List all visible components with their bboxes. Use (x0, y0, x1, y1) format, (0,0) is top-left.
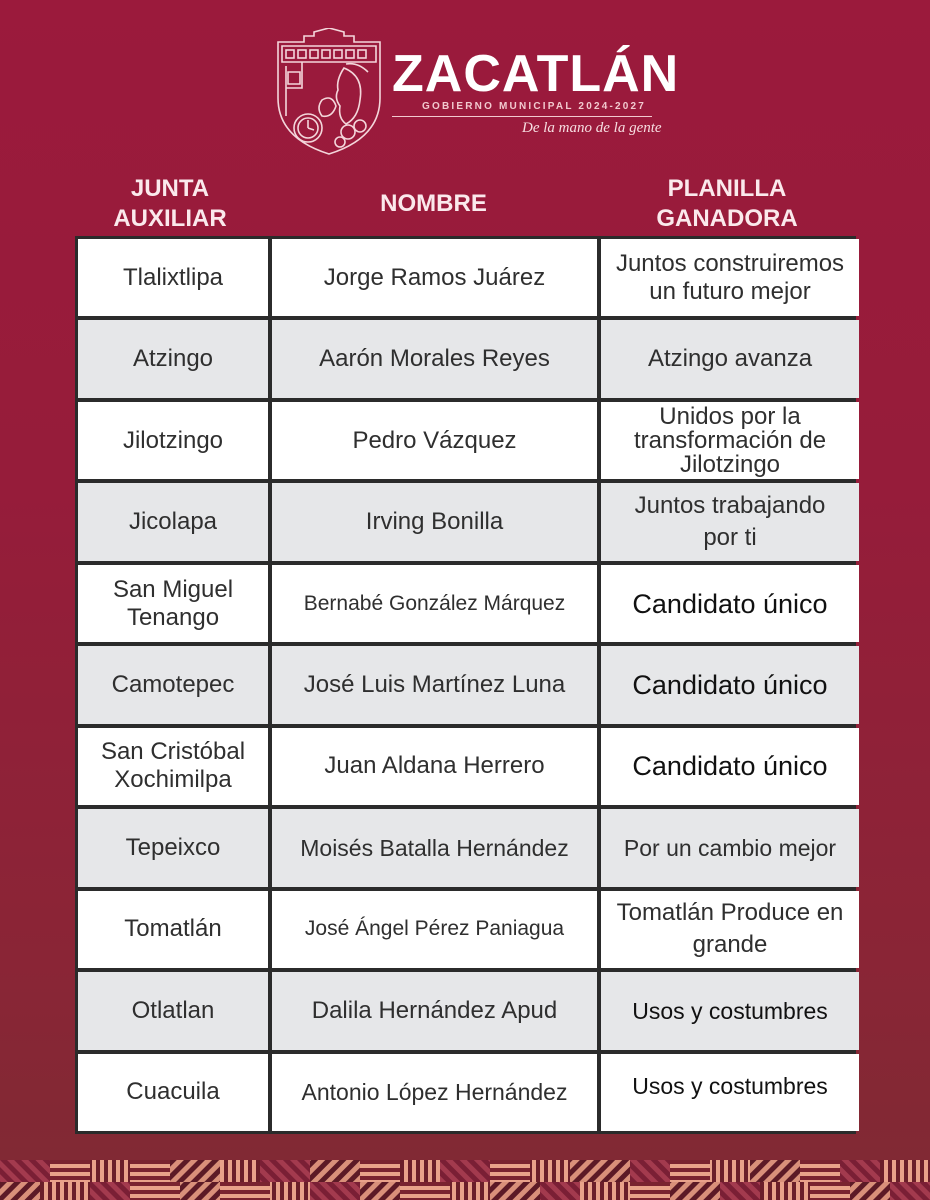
brand-subtitle: GOBIERNO MUNICIPAL 2024-2027 (422, 101, 647, 112)
cell-planilla: Unidos por la transformación de Jilotzingo (601, 402, 859, 479)
cell-nombre: Bernabé González Márquez (272, 565, 597, 642)
cell-junta: Tomatlán (78, 891, 268, 968)
cell-nombre: Jorge Ramos Juárez (272, 239, 597, 316)
cell-planilla: Usos y costumbres (601, 1054, 859, 1131)
cell-planilla: Tomatlán Produce en grande (601, 891, 859, 968)
cell-nombre: Irving Bonilla (272, 483, 597, 560)
header-line: AUXILIAR (113, 205, 227, 232)
cell-junta: Jicolapa (78, 483, 268, 560)
cell-junta: San Miguel Tenango (78, 565, 268, 642)
cell-nombre: Juan Aldana Herrero (272, 728, 597, 805)
cell-junta: Atzingo (78, 320, 268, 397)
header-line: JUNTA (130, 175, 210, 202)
coat-of-arms-icon (274, 28, 384, 156)
header-nombre (271, 172, 596, 236)
header-line: GANADORA (656, 205, 798, 232)
cell-planilla: Por un cambio mejor (601, 809, 859, 886)
decorative-pattern-footer (0, 1160, 930, 1200)
cell-nombre: José Ángel Pérez Paniagua (272, 891, 597, 968)
cell-planilla: Juntos construiremos un futuro mejor (601, 239, 859, 316)
cell-planilla: Atzingo avanza (601, 320, 859, 397)
cell-junta: Otlatlan (78, 972, 268, 1049)
header-line: PLANILLA (667, 175, 787, 202)
header-planilla-ganadora (598, 172, 856, 236)
cell-planilla: Candidato único (601, 646, 859, 723)
cell-planilla: Candidato único (601, 565, 859, 642)
brand-title: ZACATLÁN (392, 45, 680, 103)
cell-nombre: Moisés Batalla Hernández (272, 809, 597, 886)
header-line: NOMBRE (380, 190, 487, 217)
results-table (75, 236, 856, 1134)
cell-nombre: José Luis Martínez Luna (272, 646, 597, 723)
cell-junta: Jilotzingo (78, 402, 268, 479)
cell-nombre: Aarón Morales Reyes (272, 320, 597, 397)
cell-planilla: Candidato único (601, 728, 859, 805)
cell-planilla: Juntos trabajando por ti (601, 483, 859, 560)
brand-slogan: De la mano de la gente (522, 120, 662, 136)
table-headers (75, 172, 856, 236)
cell-planilla: Usos y costumbres (601, 972, 859, 1049)
municipal-logo (274, 28, 680, 158)
cell-nombre: Pedro Vázquez (272, 402, 597, 479)
cell-nombre: Antonio López Hernández (272, 1054, 597, 1131)
cell-junta: Cuacuila (78, 1054, 268, 1131)
cell-junta: Tlalixtlipa (78, 239, 268, 316)
brand-divider (392, 116, 652, 117)
cell-nombre: Dalila Hernández Apud (272, 972, 597, 1049)
cell-junta: Camotepec (78, 646, 268, 723)
header-junta-auxiliar (75, 172, 265, 236)
cell-junta: Tepeixco (78, 809, 268, 886)
cell-junta: San Cristóbal Xochimilpa (78, 728, 268, 805)
